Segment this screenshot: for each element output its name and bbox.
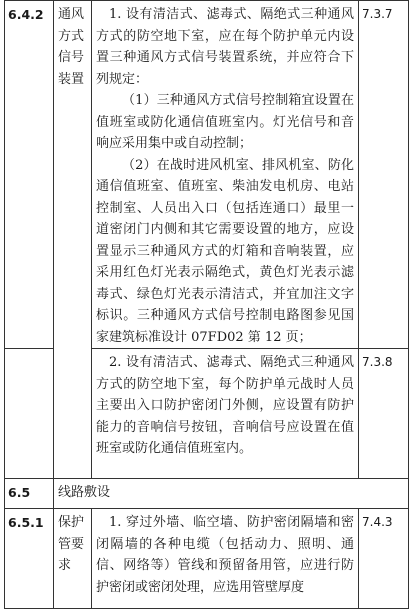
paragraph: 1. 穿过外墙、临空墙、防护密闭隔墙和密闭隔墙的各种电缆（包括动力、照明、通信、网络等）管线和预留备用管，应进行防护密闭或密闭处理，应选用管壁厚度 xyxy=(96,515,354,595)
reference-clause: 7.3.8 xyxy=(359,349,409,479)
clause-number: 6.4.2 xyxy=(5,1,54,349)
table-row xyxy=(5,509,409,609)
reference-clause: 7.4.3 xyxy=(359,509,409,609)
clause-title: 保护管要求 xyxy=(54,509,92,609)
table-row xyxy=(5,1,409,349)
section-title: 线路敷设 xyxy=(54,479,409,509)
paragraph: 2. 设有清洁式、滤毒式、隔绝式三种通风方式的防空地下室，每个防护单元战时人员主要出入口防护密闭门外侧，应设置有防护能力的音响信号按钮，音响信号应设置在值班室或防化通信值班室内。 xyxy=(96,355,354,456)
clause-title: 通风方式信号装置 xyxy=(54,1,92,479)
clause-number xyxy=(5,349,54,479)
clause-number: 6.5.1 xyxy=(5,509,54,609)
table-row xyxy=(5,479,409,509)
clause-content xyxy=(92,1,359,349)
spec-table xyxy=(4,0,409,609)
paragraph: 1. 设有清洁式、滤毒式、隔绝式三种通风方式的防空地下室，应在每个防护单元内设置三种通风方式信号装置系统，并应符合下列规定： xyxy=(96,7,354,87)
section-number: 6.5 xyxy=(5,479,54,509)
clause-content xyxy=(92,509,359,609)
paragraph: （1）三种通风方式信号控制箱宜设置在值班室或防化通信值班室内。灯光信号和音响应采用集中或自动控制； xyxy=(96,93,354,151)
reference-clause: 7.3.7 xyxy=(359,1,409,349)
clause-content xyxy=(92,349,359,479)
paragraph: （2）在战时进风机室、排风机室、防化通信值班室、值班室、柴油发电机房、电站控制室、人员出入口（包括连通口）最里一道密闭门内侧和其它需要设置的地方，应设置显示三种通风方式的灯箱和音响装置，应采用红色灯光表示隔绝式，黄色灯光表示滤毒式、绿色灯光表示清洁式，并宜加注文字标识。三种通风方式信号控制电路图参见国家建筑标准设计 07FD02 第 12 页； xyxy=(96,157,354,345)
